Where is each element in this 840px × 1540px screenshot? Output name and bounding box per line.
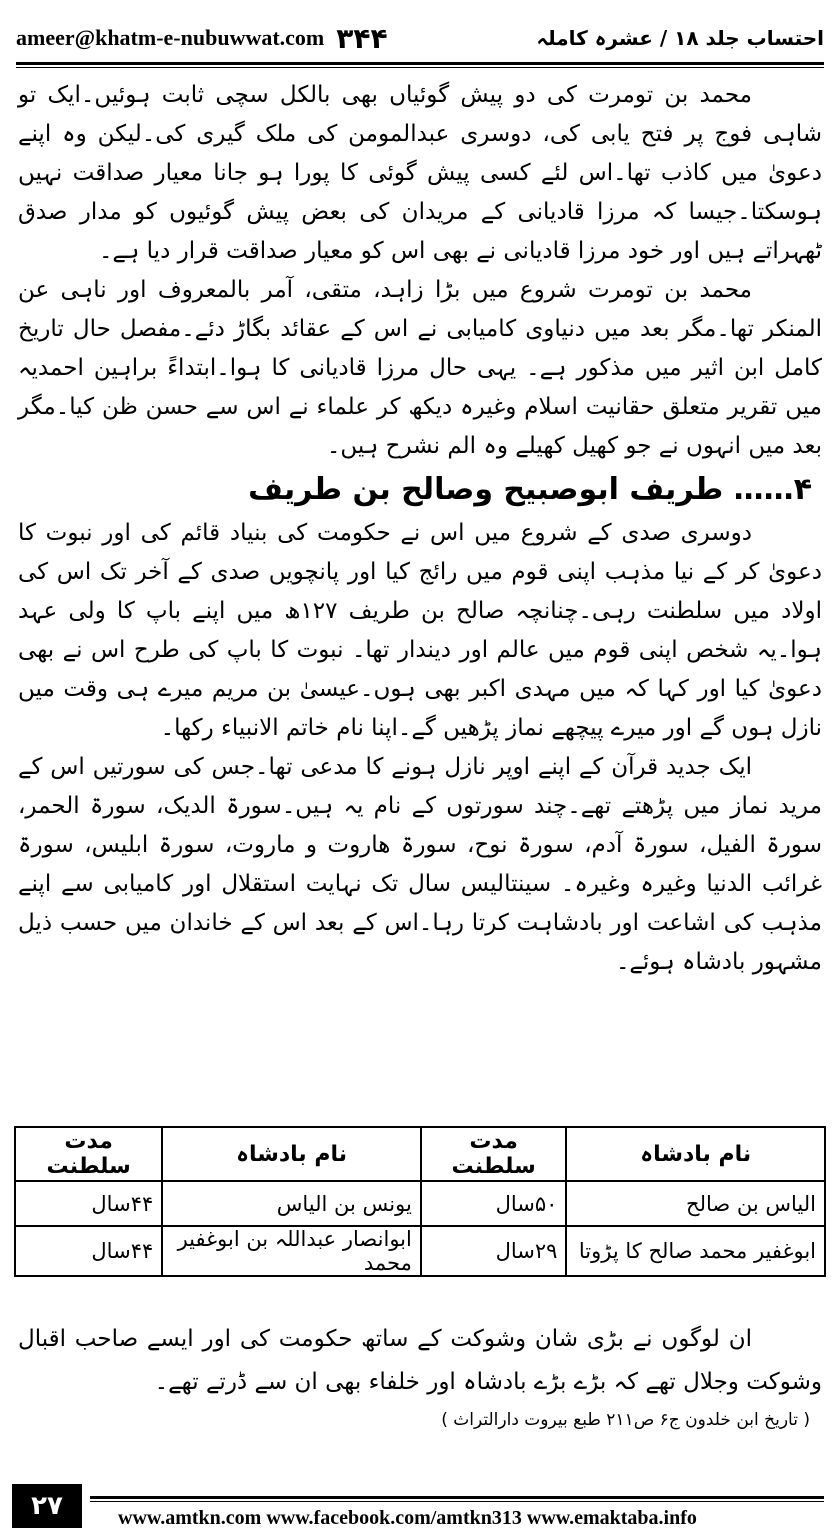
table-header-row [15,1127,825,1181]
footer-rule [90,1496,824,1499]
paragraph: محمد بن تومرت شروع میں بڑا زاہد، متقی، آمر بالمعروف اور ناہی عن المنکر تھا۔مگر بعد میں دنیاوی کامیابی نے اس کے عقائد بگاڑ دئے۔مفصل حال تاریخ کامل ابن اثیر میں مذکور ہے۔ یہی حال مرزا قادیانی کا ہوا۔ابتداءً براہین احمدیہ میں تقریر متعلق حقانیت اسلام وغیرہ دیکھ کر علماء نے اس سے حسن ظن کیا۔مگر بعد میں انہوں نے جو کھیل کھیلے وہ الم نشرح ہیں۔ [18,277,822,459]
paragraph: محمد بن تومرت کی دو پیش گوئیاں بھی بالکل سچی ثابت ہوئیں۔ایک تو شاہی فوج پر فتح یابی کی، دوسری عبدالمومن کی ملک گیری کی۔لیکن وہ اپنے دعویٰ میں کاذب تھا۔اس لئے کسی پیش گوئی کا پورا ہو جانا معیار صداقت نہیں ہوسکتا۔جیسا کہ مرزا قادیانی کے مریدان کی بعض پیش گوئیوں کو مدار صدق ٹھہراتے ہیں اور خود مرزا قادیانی نے بھی اس کو معیار صداقت قرار دیا ہے۔ [18,82,822,264]
footer-rule-thin [90,1501,824,1502]
table-row [15,1181,825,1226]
book-title: احتساب جلد ۱۸ / عشرہ کاملہ [536,26,824,50]
table-cell: ابوانصار عبداللہ بن ابوغفیر محمد [162,1226,421,1276]
table-cell: ۵۰سال [421,1181,567,1226]
header-rule-thin [16,67,824,68]
table-cell: ۴۴سال [15,1181,162,1226]
header-rule [16,62,824,65]
page-body [18,76,822,982]
paragraph: ایک جدید قرآن کے اپنے اوپر نازل ہونے کا مدعی تھا۔جس کی سورتیں اس کے مرید نماز میں پڑھتے تھے۔چند سورتوں کے نام یہ ہیں۔سورۃ الدیک، سورۃ الحمر، سورۃ الفیل، سورۃ آدم، سورۃ نوح، سورۃ ھاروت و ماروت، سورۃ ابلیس، سورۃ غرائب الدنیا وغیرہ وغیرہ۔ سینتالیس سال تک نہایت استقلال اور کامیابی سے اپنے مذہب کی اشاعت اور بادشاہت کرتا رہا۔اس کے بعد اس کے خاندان میں حسب ذیل مشہور بادشاہ ہوئے۔ [18,754,822,975]
paragraph: ان لوگوں نے بڑی شان وشوکت کے ساتھ حکومت کی اور ایسے صاحب اقبال وشوکت وجلال تھے کہ بڑے بڑے بادشاہ اور خلفاء بھی ان سے ڈرتے تھے۔ [18,1326,822,1395]
footer-page-box: ۲۷ [12,1484,82,1528]
table-header: مدت سلطنت [15,1127,162,1181]
table-cell: ابوغفیر محمد صالح کا پڑوتا [566,1226,825,1276]
table-cell: ۴۴سال [15,1226,162,1276]
table-row [15,1226,825,1276]
table-header: نام بادشاہ [162,1127,421,1181]
table-header: نام بادشاہ [566,1127,825,1181]
reference-citation: ( تاریخ ابن خلدون ج۶ ص۲۱۱ طبع بیروت دارالتراث ) [441,1410,810,1430]
closing-text [18,1318,822,1404]
footer-urls[interactable]: www.amtkn.com www.facebook.com/amtkn313 www.emaktaba.info [118,1507,697,1529]
page-header [16,18,824,58]
kings-table [14,1126,826,1277]
header-left [16,22,388,55]
paragraph: دوسری صدی کے شروع میں اس نے حکومت کی بنیاد قائم کی اور نبوت کا دعویٰ کر کے نیا مذہب اپنی قوم میں رائج کیا اور پانچویں صدی کے آخر تک اس کی اولاد میں سلطنت رہی۔چنانچہ صالح بن طریف ۱۲۷ھ میں اپنے باپ کا ولی عہد ہوا۔یہ شخص اپنی قوم میں عالم اور دیندار تھا۔ نبوت کا باپ کی طرح اس نے بھی دعویٰ کیا اور کہا کہ میں مہدی اکبر بھی ہوں۔عیسیٰ بن مریم میرے ہی وقت میں نازل ہوں گے اور میرے پیچھے نماز پڑھیں گے۔اپنا نام خاتم الانبیاء رکھا۔ [18,520,822,741]
page-number: ۳۴۴ [336,21,388,55]
table-header: مدت سلطنت [421,1127,567,1181]
header-email[interactable]: ameer@khatm-e-nubuwwat.com [16,25,325,50]
table-cell: یونس بن الیاس [162,1181,421,1226]
section-title: ۴…… طریف ابوصبیح وصالح بن طریف [248,472,812,507]
table-cell: الیاس بن صالح [566,1181,825,1226]
table-cell: ۲۹سال [421,1226,567,1276]
